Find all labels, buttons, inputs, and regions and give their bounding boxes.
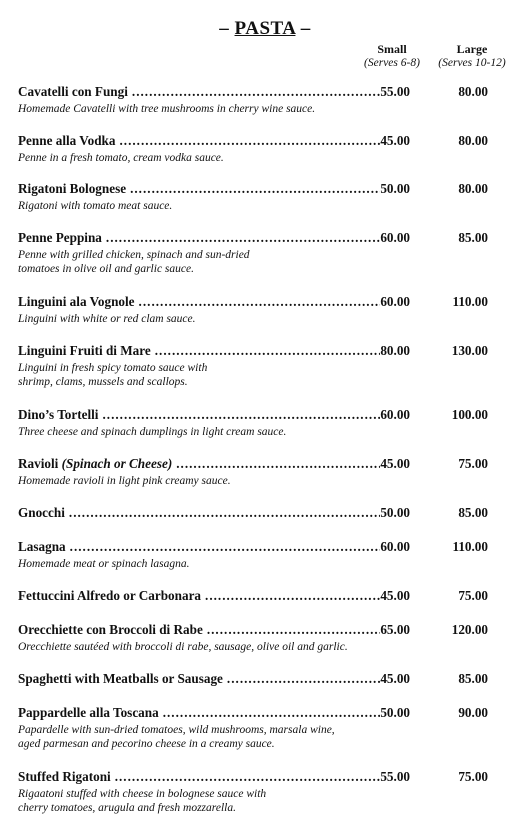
menu-item-description bbox=[18, 102, 398, 116]
price-large: 80.00 bbox=[458, 133, 488, 148]
price-large: 85.00 bbox=[458, 505, 488, 520]
menu-item bbox=[18, 588, 498, 605]
menu-item-name: Linguini Fruiti di Mare bbox=[18, 343, 151, 358]
description-line: Papardelle with sun-dried tomatoes, wild mushrooms, marsala wine, bbox=[18, 724, 335, 736]
menu-item bbox=[18, 539, 498, 571]
title-prefix: – bbox=[219, 18, 235, 39]
dot-leader bbox=[227, 671, 380, 687]
price-small: 45.00 bbox=[380, 133, 410, 148]
menu-item-line bbox=[18, 769, 498, 786]
description-line: Rigaatoni stuffed with cheese in bolognese sauce with bbox=[18, 788, 267, 800]
description-line: Penne in a fresh tomato, cream vodka sauce. bbox=[18, 152, 224, 164]
price-small: 55.00 bbox=[380, 769, 410, 784]
menu-item bbox=[18, 294, 498, 326]
menu-item-line bbox=[18, 539, 498, 556]
price-large: 100.00 bbox=[451, 407, 488, 422]
description-line: shrimp, clams, mussels and scallops. bbox=[18, 376, 188, 388]
dot-leader bbox=[115, 769, 381, 785]
menu-item-description bbox=[18, 312, 398, 326]
menu-item-name: Fettuccini Alfredo or Carbonara bbox=[18, 588, 202, 603]
menu-item-description bbox=[18, 199, 398, 213]
menu-item-description bbox=[18, 425, 398, 439]
menu-item-name-row bbox=[18, 84, 410, 100]
price-large: 75.00 bbox=[458, 588, 488, 603]
menu-item-line bbox=[18, 181, 498, 198]
menu-item-name: Orecchiette con Broccoli di Rabe bbox=[18, 622, 203, 637]
price-large: 130.00 bbox=[451, 343, 488, 358]
menu-item bbox=[18, 622, 498, 654]
description-line: aged parmesan and pecorino cheese in a creamy sauce. bbox=[18, 738, 275, 750]
menu-item bbox=[18, 407, 498, 439]
dot-leader bbox=[70, 539, 381, 555]
menu-item-line bbox=[18, 671, 498, 688]
price-small: 50.00 bbox=[380, 705, 410, 720]
menu-item-description bbox=[18, 248, 398, 276]
price-small: 50.00 bbox=[380, 505, 410, 520]
price-small: 45.00 bbox=[380, 588, 410, 603]
dot-leader bbox=[130, 181, 380, 197]
menu-item-description bbox=[18, 361, 398, 389]
menu-item-line bbox=[18, 84, 498, 101]
dot-leader bbox=[176, 456, 380, 472]
menu-item-line bbox=[18, 705, 498, 722]
dot-leader bbox=[132, 84, 380, 100]
menu-item-name: Linguini ala Vognole bbox=[18, 294, 135, 309]
menu-item-description bbox=[18, 787, 398, 815]
menu-item-name-row bbox=[18, 769, 410, 785]
price-small: 50.00 bbox=[380, 181, 410, 196]
menu-item bbox=[18, 456, 498, 488]
price-large: 80.00 bbox=[458, 181, 488, 196]
price-large: 80.00 bbox=[458, 84, 488, 99]
menu-item bbox=[18, 343, 498, 389]
menu-item-name: Cavatelli con Fungi bbox=[18, 84, 128, 99]
description-line: Linguini in fresh spicy tomato sauce with bbox=[18, 362, 208, 374]
menu-item-name-row bbox=[18, 505, 410, 521]
price-large: 110.00 bbox=[452, 294, 488, 309]
price-large: 110.00 bbox=[452, 539, 488, 554]
description-line: tomatoes in olive oil and garlic sauce. bbox=[18, 263, 194, 275]
menu-item-line bbox=[18, 343, 498, 360]
menu-item-name-row bbox=[18, 671, 410, 687]
menu-item-name: Gnocchi bbox=[18, 505, 65, 520]
price-small: 80.00 bbox=[380, 343, 410, 358]
menu-item-name: Pappardelle alla Toscana bbox=[18, 705, 159, 720]
menu-item-description bbox=[18, 723, 398, 751]
description-line: Homemade Cavatelli with tree mushrooms in cherry wine sauce. bbox=[18, 103, 316, 115]
price-large: 75.00 bbox=[458, 456, 488, 471]
price-small: 55.00 bbox=[380, 84, 410, 99]
description-line: Three cheese and spinach dumplings in light cream sauce. bbox=[18, 426, 287, 438]
dot-leader bbox=[119, 133, 380, 149]
price-large: 85.00 bbox=[458, 230, 488, 245]
title-word: PASTA bbox=[234, 18, 296, 39]
menu-item-name: Rigatoni Bolognese bbox=[18, 181, 127, 196]
dot-leader bbox=[163, 705, 381, 721]
description-line: Penne with grilled chicken, spinach and sun-dried bbox=[18, 249, 250, 261]
price-small: 60.00 bbox=[380, 230, 410, 245]
title-suffix: – bbox=[295, 18, 311, 39]
price-small: 45.00 bbox=[380, 671, 410, 686]
menu-item-line bbox=[18, 294, 498, 311]
menu-item-description bbox=[18, 151, 398, 165]
description-line: Orecchiette sautéed with broccoli di rabe, sausage, olive oil and garlic. bbox=[18, 641, 348, 653]
menu-item bbox=[18, 505, 498, 522]
menu-item-line bbox=[18, 230, 498, 247]
menu-item-line bbox=[18, 505, 498, 522]
dot-leader bbox=[207, 622, 381, 638]
menu-item-description bbox=[18, 557, 398, 571]
menu-item bbox=[18, 769, 498, 815]
menu-item bbox=[18, 181, 498, 213]
menu-item-description bbox=[18, 640, 398, 654]
price-small: 60.00 bbox=[380, 407, 410, 422]
dot-leader bbox=[69, 505, 380, 521]
price-large: 85.00 bbox=[458, 671, 488, 686]
large-label: Large bbox=[456, 42, 488, 56]
price-small: 60.00 bbox=[380, 539, 410, 554]
dot-leader bbox=[155, 343, 381, 359]
menu-item-line bbox=[18, 407, 498, 424]
menu-item-name-row bbox=[18, 133, 410, 149]
menu-item-name: Spaghetti with Meatballs or Sausage bbox=[18, 671, 223, 686]
menu-item-name-row bbox=[18, 539, 410, 555]
price-small: 45.00 bbox=[380, 456, 410, 471]
menu-item bbox=[18, 84, 498, 116]
menu-item-name-row bbox=[18, 407, 410, 423]
menu-item-name-row bbox=[18, 705, 410, 721]
menu-item-name: Ravioli (Spinach or Cheese) bbox=[18, 456, 173, 471]
large-column-header bbox=[432, 42, 510, 70]
menu-item-line bbox=[18, 456, 498, 473]
menu-item-name-row bbox=[18, 622, 410, 638]
menu-item bbox=[18, 230, 498, 276]
price-large: 75.00 bbox=[458, 769, 488, 784]
menu-item-name-row bbox=[18, 230, 410, 246]
menu-item-name: Lasagna bbox=[18, 539, 66, 554]
menu-item-name: Penne alla Vodka bbox=[18, 133, 116, 148]
description-line: cherry tomatoes, arugula and fresh mozzarella. bbox=[18, 802, 236, 814]
large-serves: (Serves 10-12) bbox=[438, 57, 506, 69]
price-large: 120.00 bbox=[451, 622, 488, 637]
menu-item bbox=[18, 671, 498, 688]
dot-leader bbox=[139, 294, 381, 310]
dot-leader bbox=[205, 588, 380, 604]
price-small: 65.00 bbox=[380, 622, 410, 637]
description-line: Homemade ravioli in light pink creamy sauce. bbox=[18, 475, 231, 487]
section-title bbox=[0, 18, 510, 40]
description-line: Linguini with white or red clam sauce. bbox=[18, 313, 196, 325]
menu-item bbox=[18, 705, 498, 751]
menu-item-name: Stuffed Rigatoni bbox=[18, 769, 111, 784]
menu-item-name-row bbox=[18, 181, 410, 197]
small-column-header bbox=[356, 42, 428, 70]
menu-item-name-row bbox=[18, 294, 410, 310]
menu-item-line bbox=[18, 622, 498, 639]
menu-item-name-row bbox=[18, 343, 410, 359]
menu-item-name-row bbox=[18, 456, 410, 472]
menu-item-name-row bbox=[18, 588, 410, 604]
small-serves: (Serves 6-8) bbox=[364, 57, 420, 69]
description-line: Rigatoni with tomato meat sauce. bbox=[18, 200, 173, 212]
menu-item-line bbox=[18, 588, 498, 605]
description-line: Homemade meat or spinach lasagna. bbox=[18, 558, 190, 570]
menu-item-name: Dino’s Tortelli bbox=[18, 407, 99, 422]
menu-item-line bbox=[18, 133, 498, 150]
dot-leader bbox=[106, 230, 380, 246]
menu-item-name: Penne Peppina bbox=[18, 230, 102, 245]
price-large: 90.00 bbox=[458, 705, 488, 720]
menu-item-description bbox=[18, 474, 398, 488]
dot-leader bbox=[102, 407, 380, 423]
menu-item bbox=[18, 133, 498, 165]
price-small: 60.00 bbox=[380, 294, 410, 309]
menu-item-variant: (Spinach or Cheese) bbox=[61, 456, 173, 471]
small-label: Small bbox=[377, 42, 407, 56]
